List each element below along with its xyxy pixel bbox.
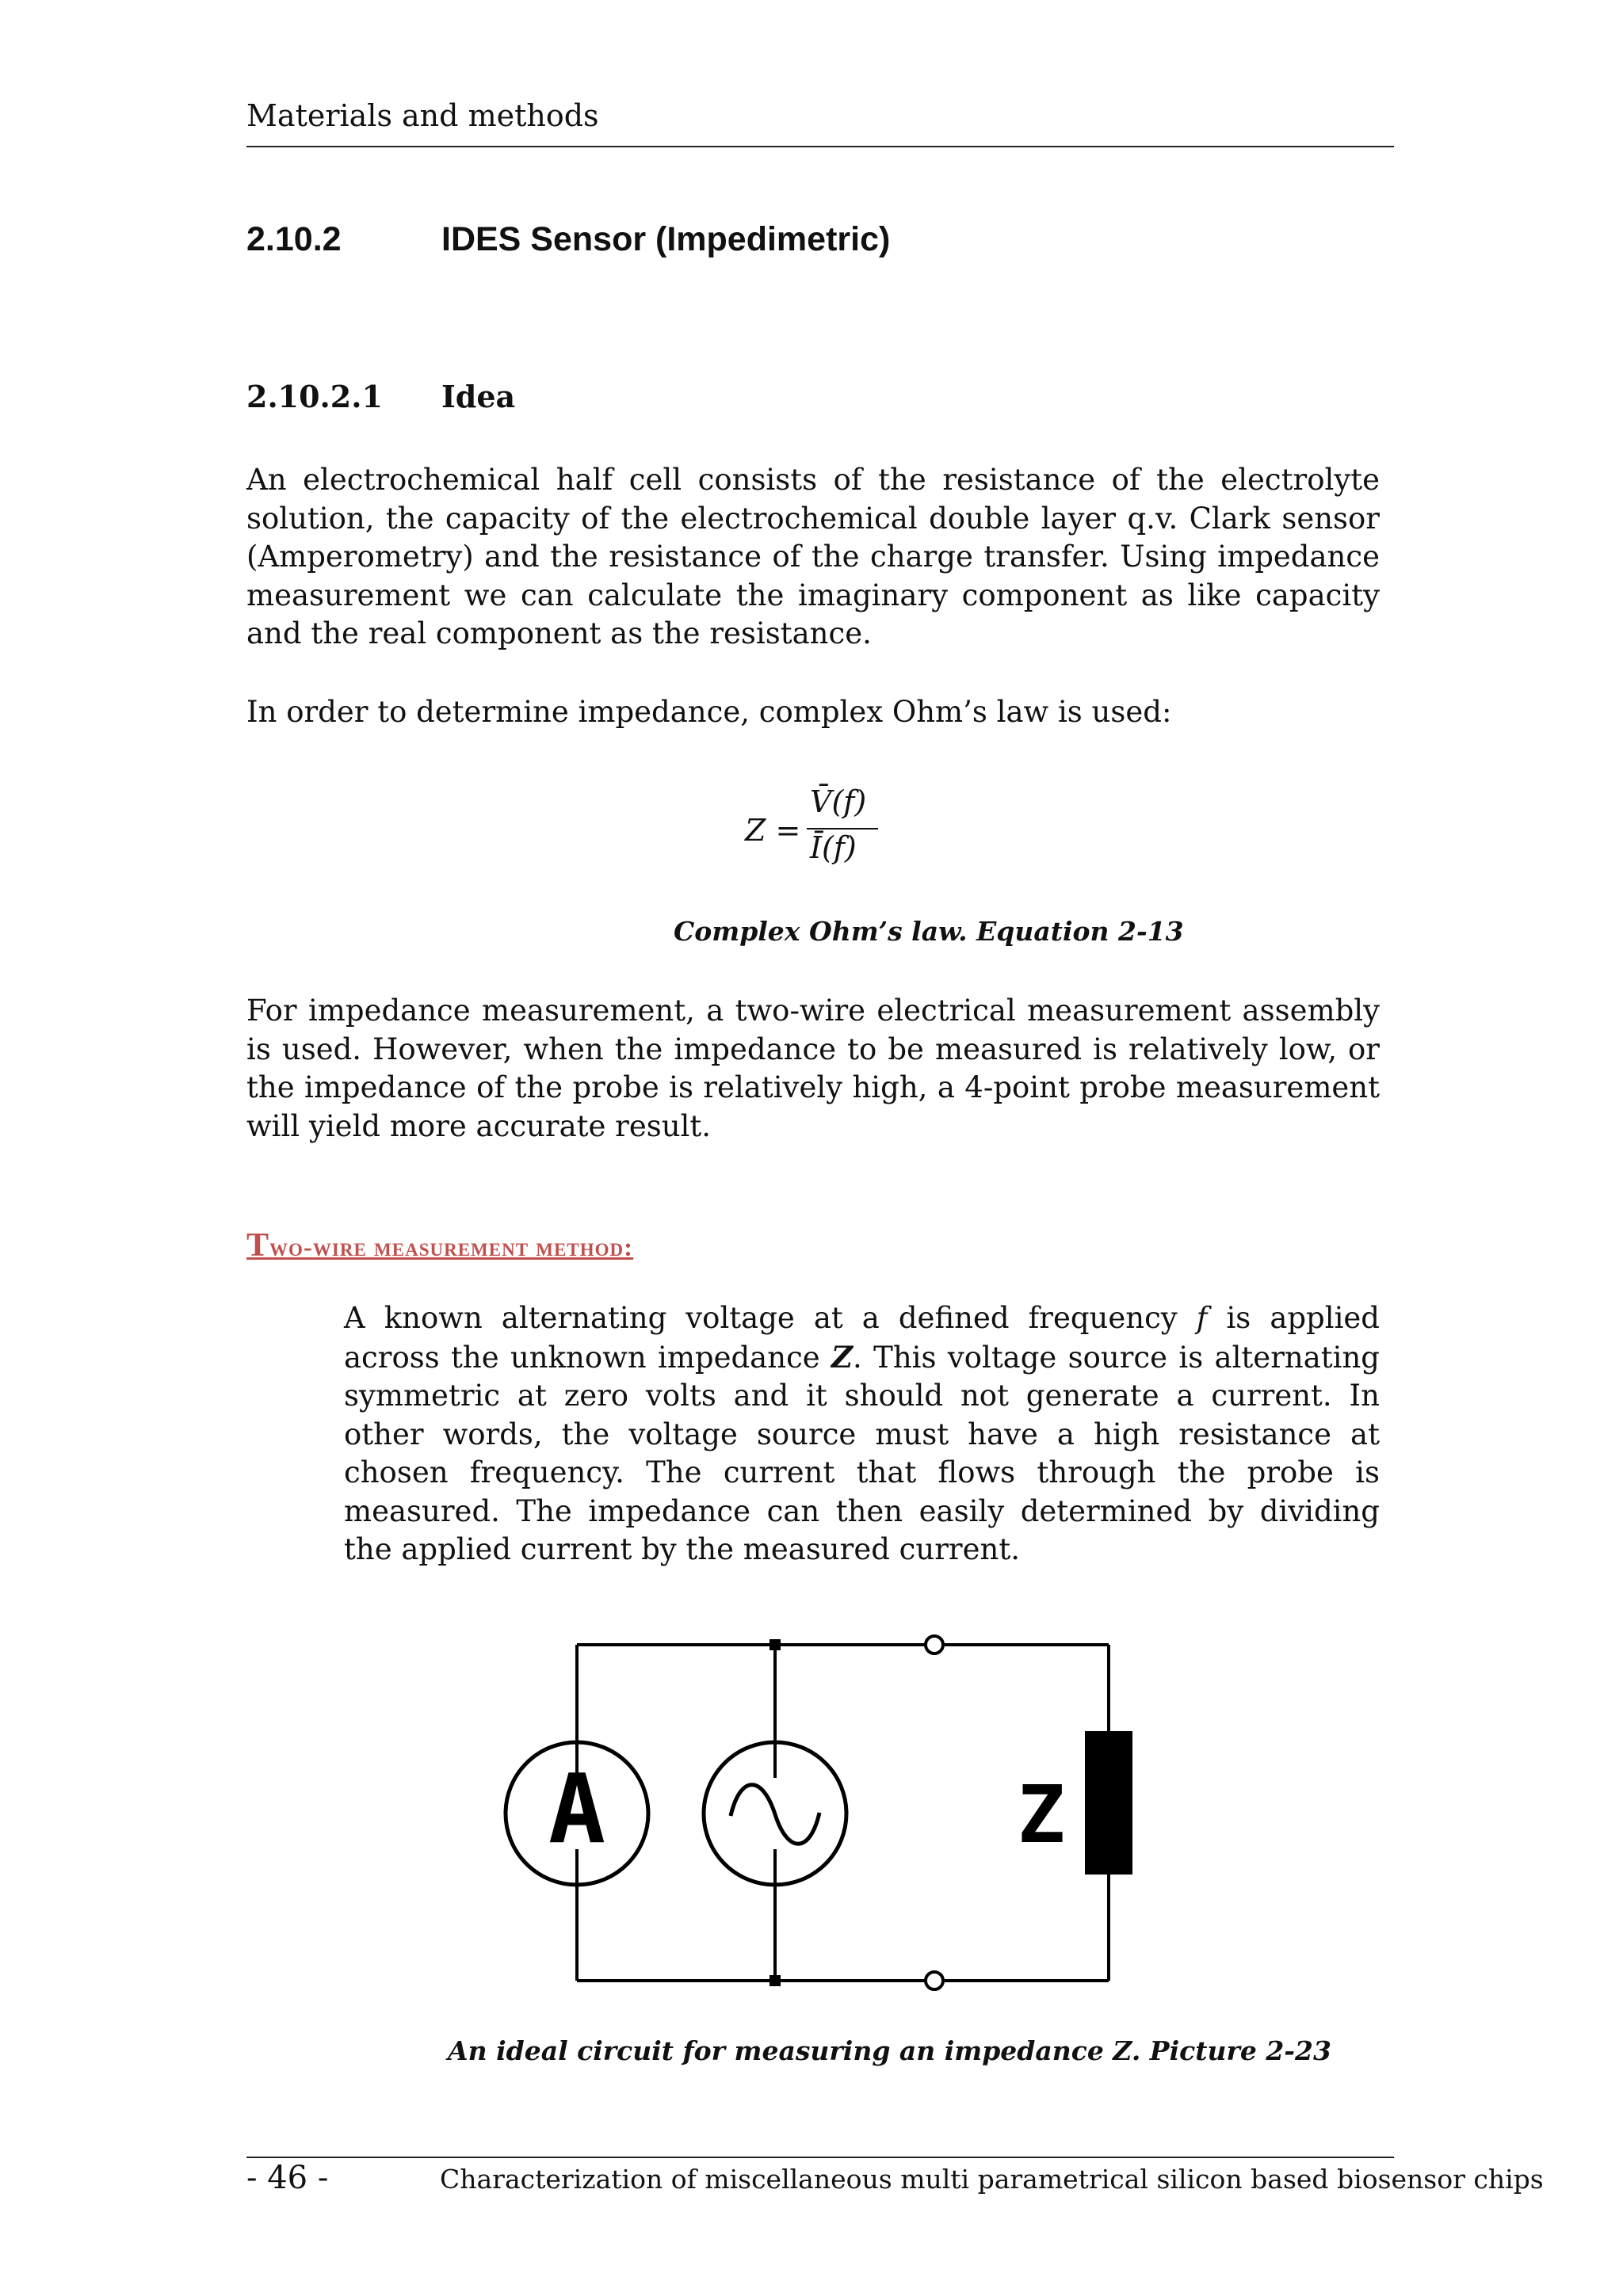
- two-wire-heading-initial: T: [246, 1227, 270, 1264]
- ohm-equation: [745, 784, 888, 879]
- equation-numerator: V̄(f): [810, 784, 867, 819]
- impedance-block: [1085, 1731, 1132, 1875]
- running-header: Materials and methods: [246, 98, 599, 133]
- assembly-paragraph: For impedance measurement, a two-wire electrical measurement assembly is used. However, when the impedance to be measured is relatively low, or the impedance of the probe is relatively high, a 4-point probe measurement will yield more accurate result.: [246, 994, 1380, 1143]
- two-wire-paragraph: [344, 1299, 1380, 1569]
- subsection-title: Idea: [441, 379, 516, 414]
- top-terminal: [926, 1636, 943, 1653]
- circuit-caption: An ideal circuit for measuring an impedance Z. Picture 2-23: [448, 2035, 1331, 2066]
- two-wire-text-3: . This voltage source is alternating symmetric at zero volts and it should not generate a current. In other words, the voltage source must have a high resistance at chosen frequency. The current that flows through the probe is measured. The impedance can then easily determined by dividing the applied current by the measured current.: [344, 1340, 1380, 1566]
- page-number: - 46 -: [246, 2160, 329, 2196]
- two-wire-heading-rest: wo-wire measurement method:: [269, 1234, 634, 1262]
- subsection-number: 2.10.2.1: [246, 379, 383, 414]
- two-wire-heading: [246, 1226, 633, 1264]
- two-wire-text-1: A known alternating voltage at a defined frequency: [344, 1301, 1197, 1335]
- equation-lhs: Z =: [745, 813, 801, 848]
- equation-caption: Complex Ohm’s law. Equation 2-13: [674, 916, 1184, 947]
- fraction-bar: [807, 828, 878, 830]
- ohm-lead-paragraph: In order to determine impedance, complex Ohm’s law is used:: [246, 695, 1172, 729]
- equation-denominator: Ī(f): [810, 830, 857, 865]
- intro-paragraph: An electrochemical half cell consists of the resistance of the electrolyte solution, the capacity of the electrochemical double layer q.v. Clark sensor (Amperometry) and the resistance of the charge transfer. Using impedance measurement we can calculate the imaginary component as like capacity and the real component as the resistance.: [246, 463, 1380, 650]
- impedance-symbol: Z: [831, 1339, 854, 1375]
- footer-title: Characterization of miscellaneous multi parametrical silicon based biosensor chips: [440, 2164, 1544, 2195]
- ammeter-label: A: [548, 1755, 606, 1865]
- footer-rule: [246, 2157, 1394, 2158]
- two-wire-text-2: is applied across the unknown impedance: [344, 1301, 1380, 1375]
- impedance-label: Z: [1017, 1768, 1066, 1861]
- bottom-junction: [769, 1975, 781, 1986]
- header-rule: [246, 146, 1394, 147]
- top-junction: [769, 1639, 781, 1650]
- section-number: 2.10.2: [246, 220, 342, 258]
- sine-wave-icon: [731, 1785, 819, 1844]
- circuit-diagram: [475, 1616, 1157, 1997]
- bottom-terminal: [926, 1972, 943, 1989]
- frequency-symbol: f: [1196, 1301, 1208, 1335]
- section-title: IDES Sensor (Impedimetric): [441, 220, 891, 258]
